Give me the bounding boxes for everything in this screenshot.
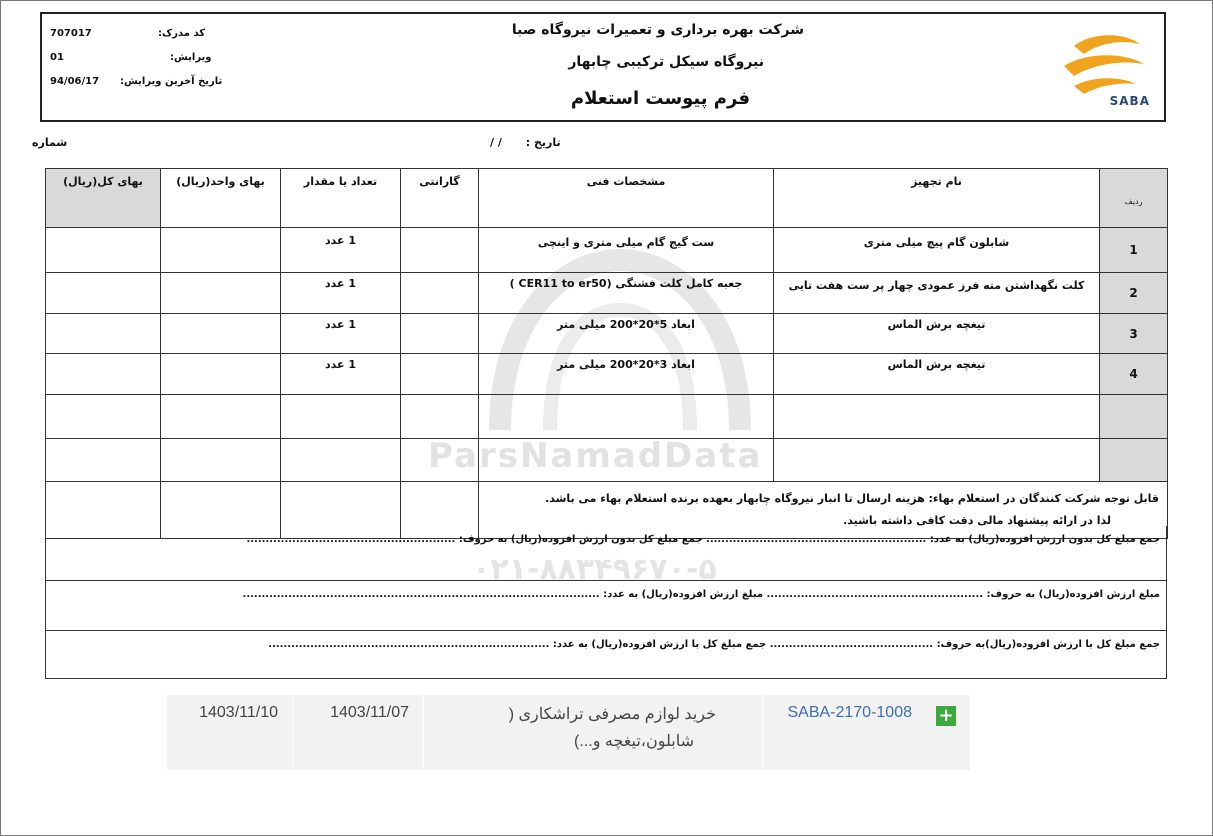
row-name: شابلون گام پیچ میلی متری [774, 228, 1100, 273]
doc-code-label: کد مدرک: [158, 28, 206, 39]
row-index: 3 [1100, 314, 1168, 354]
listing-title-cell [423, 695, 762, 770]
row-spec: ست گیج گام میلی متری و اینچی [479, 228, 774, 273]
col-header-spec: مشخصات فنی [479, 169, 774, 228]
table-header-row [46, 169, 1168, 228]
row-spec: ابعاد 3*20*200 میلی متر [479, 354, 774, 395]
plus-icon[interactable]: + [936, 706, 956, 726]
col-header-warranty: گارانتی [401, 169, 479, 228]
row-quantity: 1 عدد [281, 354, 401, 395]
date-value: / / [490, 136, 502, 149]
row-warranty [401, 228, 479, 273]
row-total-price [46, 273, 161, 314]
note-line-2: لذا در ارائه پیشنهاد مالی دقت کافی داشته باشید. [843, 514, 1111, 527]
revision-value: 01 [50, 52, 64, 63]
row-warranty [401, 314, 479, 354]
row-spec: ابعاد 5*20*200 میلی متر [479, 314, 774, 354]
table-row [46, 228, 1168, 273]
col-header-quantity: تعداد یا مقدار [281, 169, 401, 228]
row-unit-price [161, 273, 281, 314]
items-table [45, 168, 1168, 539]
row-unit-price [161, 228, 281, 273]
tender-listing-row[interactable] [167, 695, 970, 770]
row-index: 2 [1100, 273, 1168, 314]
vat-amount-text: مبلغ ارزش افزوده(ریال) به حروف: ......................................................... مبلغ ارزش افزوده(ریال) به عدد: .............................................................................................. [242, 589, 1160, 600]
sum-without-vat [45, 526, 1167, 581]
vat-amount [45, 581, 1167, 631]
row-quantity: 1 عدد [281, 314, 401, 354]
row-quantity: 1 عدد [281, 273, 401, 314]
row-unit-price [161, 314, 281, 354]
listing-title-line2: شابلون،تیغچه و...) [574, 733, 694, 750]
last-revision-value: 94/06/17 [50, 76, 100, 87]
date-label: تاریخ : [525, 136, 561, 149]
row-total-price [46, 228, 161, 273]
table-row [46, 314, 1168, 354]
row-spec: جعبه کامل کلت فشنگی (CER11 to er50 ) [479, 273, 774, 314]
last-revision-label: تاریخ آخرین ویرایش: [120, 76, 223, 87]
date-field [490, 136, 561, 149]
form-title: فرم پیوست استعلام [570, 88, 750, 109]
table-row-empty [46, 395, 1168, 439]
sum-with-vat-text: جمع مبلغ کل با ارزش افزوده(ریال)به حروف: ........................................... جمع مبلغ کل با ارزش افزوده(ریال) به عدد: .......................................................................... [268, 639, 1160, 650]
watermark-brand: ParsNamadData [428, 436, 763, 476]
listing-date2-cell [167, 695, 292, 770]
table-row-empty [46, 439, 1168, 482]
sum-with-vat [45, 631, 1167, 679]
doc-code-value: 707017 [50, 28, 92, 39]
form-header [40, 12, 1166, 122]
watermark-phone: ۰۲۱-۸۸۳۴۹۶۷۰-۵ [472, 552, 717, 587]
col-header-name: نام تجهیز [774, 169, 1100, 228]
col-header-unit-price: بهای واحد(ریال) [161, 169, 281, 228]
revision-label: ویرایش: [170, 52, 212, 63]
plant-name: نیروگاه سیکل ترکیبی چابهار [568, 54, 764, 70]
saba-logo-text: SABA [1109, 94, 1150, 108]
listing-title-line1: خرید لوازم مصرفی تراشکاری ( [508, 706, 716, 723]
row-name: کلت نگهداشتن مته فرز عمودی چهار پر ست هفت تایی [774, 273, 1100, 314]
row-warranty [401, 354, 479, 395]
table-row [46, 273, 1168, 314]
row-index: 4 [1100, 354, 1168, 395]
note-line-1: قابل توجه شرکت کنندگان در استعلام بهاء: هزینه ارسال تا انبار نیروگاه چابهار بعهده برنده استعلام بهاء می باشد. [545, 492, 1159, 505]
sum-without-vat-text: جمع مبلغ کل بدون ارزش افزوده(ریال) به عدد: .......................................................... جمع مبلغ کل بدون ارزش افزوده(ریال) به حروف: ....................................................... [246, 534, 1160, 545]
listing-date-published: 1403/11/07 [330, 704, 409, 721]
listing-code-cell [762, 695, 970, 770]
table-row [46, 354, 1168, 395]
row-total-price [46, 314, 161, 354]
row-unit-price [161, 354, 281, 395]
row-total-price [46, 354, 161, 395]
company-name: شرکت بهره برداری و تعمیرات نیروگاه صبا [511, 22, 804, 38]
row-name: تیغچه برش الماس [774, 314, 1100, 354]
listing-code-link[interactable]: SABA-2170-1008 [787, 704, 912, 721]
number-label: شماره [32, 136, 68, 149]
col-header-index: ردیف [1100, 169, 1168, 228]
col-header-total-price: بهای کل(ریال) [46, 169, 161, 228]
row-index: 1 [1100, 228, 1168, 273]
row-quantity: 1 عدد [281, 228, 401, 273]
listing-date1-cell [292, 695, 423, 770]
row-warranty [401, 273, 479, 314]
listing-date-deadline: 1403/11/10 [199, 704, 278, 721]
row-name: تیغچه برش الماس [774, 354, 1100, 395]
